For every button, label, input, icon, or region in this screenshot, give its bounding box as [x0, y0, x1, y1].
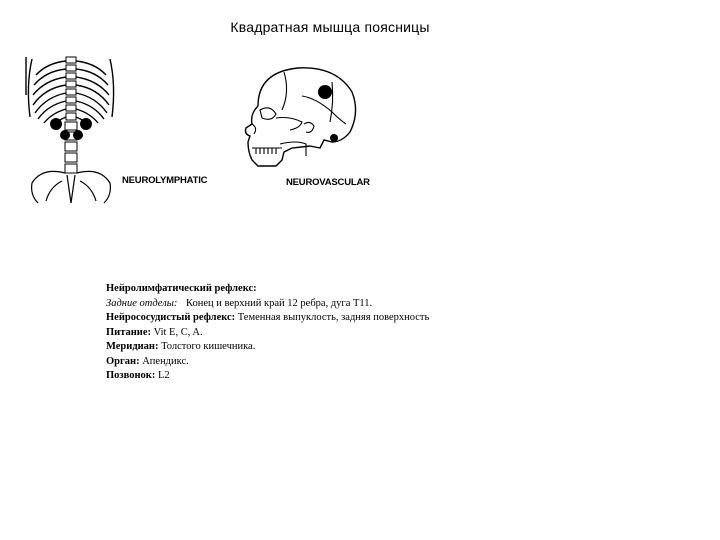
neurolymphatic-line — [106, 282, 526, 297]
neurovascular-label: Нейрососудистый рефлекс: — [106, 312, 236, 323]
nutrition-line — [106, 326, 526, 341]
reflex-info-block — [106, 282, 526, 384]
posterior-line — [106, 297, 526, 312]
vertebra-line — [106, 369, 526, 384]
organ-line — [106, 355, 526, 370]
neurovascular-label: NEUROVASCULAR — [286, 177, 370, 188]
meridian-line — [106, 340, 526, 355]
neurovascular-value: Теменная выпуклость, задняя поверхность — [237, 312, 430, 323]
nutrition-value: Vit E, C, A. — [153, 326, 203, 338]
organ-value: Апендикс. — [142, 355, 189, 367]
slide-title: Квадратная мышца поясницы — [230, 19, 430, 35]
neurolymphatic-heading: Нейролимфатический рефлекс: — [106, 283, 257, 294]
neurovascular-line — [106, 311, 526, 326]
posterior-value: Конец и верхний край 12 ребра, дуга T11. — [186, 297, 373, 309]
skull-illustration — [236, 62, 361, 172]
vertebra-label: Позвонок: — [106, 370, 156, 381]
spine-illustration — [22, 55, 122, 205]
posterior-label: Задние отделы: — [106, 297, 178, 309]
organ-label: Орган: — [106, 355, 140, 367]
meridian-value: Толстого кишечника. — [161, 341, 256, 352]
meridian-label: Меридиан: — [106, 341, 159, 352]
nutrition-label: Питание: — [106, 326, 152, 338]
vertebra-value: L2 — [157, 370, 170, 381]
neurolymphatic-label: NEUROLYMPHATIC — [122, 175, 208, 186]
